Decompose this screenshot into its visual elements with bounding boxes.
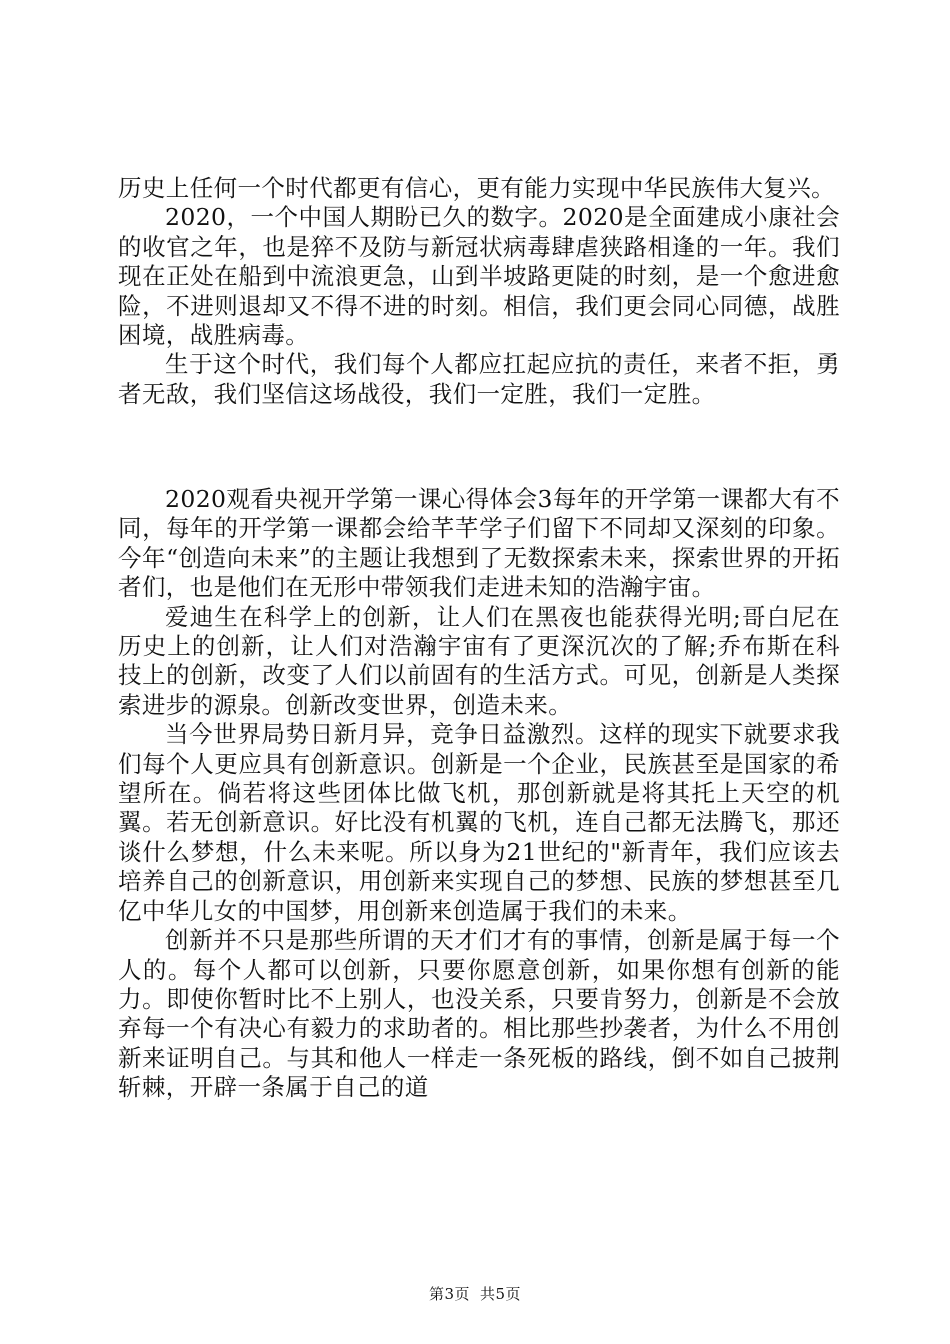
text-section-one — [118, 174, 840, 409]
paragraph: 爱迪生在科学上的创新，让人们在黑夜也能获得光明;哥白尼在历史上的创新，让人们对浩瀚宇宙有了更深沉次的了解;乔布斯在科技上的创新，改变了人们以前固有的生活方式。可见，创新是人类探索进步的源泉。创新改变世界，创造未来。 — [118, 602, 840, 719]
text-section-two — [118, 485, 840, 1103]
paragraph: 创新并不只是那些所谓的天才们才有的事情，创新是属于每一个人的。每个人都可以创新，只要你愿意创新，如果你想有创新的能力。即使你暂时比不上别人，也没关系，只要肯努力，创新是不会放弃每一个有决心有毅力的求助者的。相比那些抄袭者，为什么不用创新来证明自己。与其和他人一样走一条死板的路线，倒不如自己披荆斩棘，开辟一条属于自己的道 — [118, 926, 840, 1102]
page-total: 共5页 — [480, 1285, 522, 1303]
paragraph: 生于这个时代，我们每个人都应扛起应抗的责任，来者不拒，勇者无敌，我们坚信这场战役，我们一定胜，我们一定胜。 — [118, 350, 840, 408]
paragraph: 当今世界局势日新月异，竞争日益激烈。这样的现实下就要求我们每个人更应具有创新意识。创新是一个企业，民族甚至是国家的希望所在。倘若将这些团体比做飞机，那创新就是将其托上天空的机翼。若无创新意识。好比没有机翼的飞机，连自己都无法腾飞，那还谈什么梦想，什么未来呢。所以身为21世纪的"新青年，我们应该去培养自己的创新意识，用创新来实现自己的梦想、民族的梦想甚至几亿中华儿女的中国梦，用创新来创造属于我们的未来。 — [118, 720, 840, 925]
paragraph: 2020，一个中国人期盼已久的数字。2020是全面建成小康社会的收官之年，也是猝不及防与新冠状病毒肆虐狭路相逢的一年。我们现在正处在船到中流浪更急，山到半坡路更陡的时刻，是一个愈进愈险，不进则退却又不得不进的时刻。相信，我们更会同心同德，战胜困境，战胜病毒。 — [118, 203, 840, 350]
page-footer — [0, 1284, 950, 1304]
paragraph-title-line: 2020观看央视开学第一课心得体会3每年的开学第一课都大有不同，每年的开学第一课都会给芊芊学子们留下不同却又深刻的印象。今年“创造向未来”的主题让我想到了无数探索未来，探索世界的开拓者们，也是他们在无形中带领我们走进未知的浩瀚宇宙。 — [118, 485, 840, 602]
paragraph-continuation: 历史上任何一个时代都更有信心，更有能力实现中华民族伟大复兴。 — [118, 174, 835, 202]
page-number: 第3页 — [428, 1285, 470, 1303]
